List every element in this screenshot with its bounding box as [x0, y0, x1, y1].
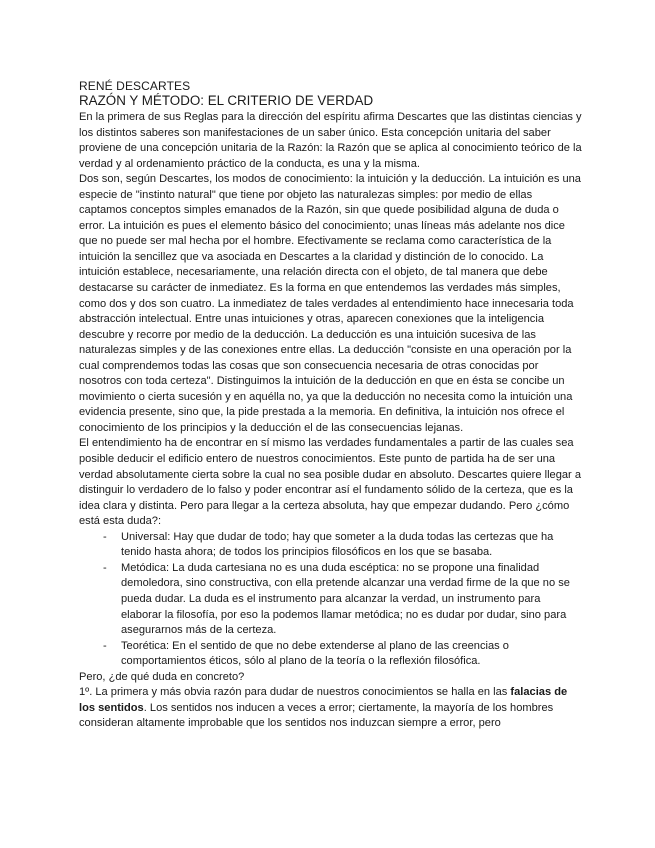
document-title: RAZÓN Y MÉTODO: EL CRITERIO DE VERDAD	[79, 93, 374, 108]
paragraph-senses	[79, 685, 583, 732]
document-page	[79, 79, 583, 732]
list-item-teoretica	[103, 639, 583, 670]
paragraph-intro: En la primera de sus Reglas para la dirección del espíritu afirma Descartes que las distintas ciencias y los distintos saberes son manifestaciones de un saber único. Esta concepción unitaria del saber proviene de una concepción unitaria de la Razón: la Razón que se aplica al conocimiento teórico de la verdad y al ordenamiento práctico de la conducta, es una y la misma.	[79, 111, 582, 170]
doubt-characteristics-list	[79, 530, 583, 670]
author-heading: RENÉ DESCARTES	[79, 79, 191, 93]
senses-prefix: 1º. La primera y más obvia razón para dudar de nuestros conocimientos se halla en las	[79, 686, 511, 699]
list-item-metodica	[103, 561, 583, 639]
list-item-text: Metódica: La duda cartesiana no es una duda escéptica: no se propone una finalidad demoledora, sino constructiva, con ella pretende alcanzar una verdad firme de la que no se pueda dudar. La duda es el instrumento para alcanzar la verdad, un instrumento para elaborar la filosofía, por eso la podemos llamar metódica; no es dudar por dudar, sino para asegurarnos más de la certeza.	[121, 561, 570, 637]
list-item-text: Teorética: En el sentido de que no debe extenderse al plano de las creencias o comportamientos éticos, sólo al plano de la teoría o la reflexión filosófica.	[121, 639, 509, 668]
list-dash: -	[103, 530, 107, 543]
paragraph-method-doubt: El entendimiento ha de encontrar en sí mismo las verdades fundamentales a partir de las cuales sea posible deducir el edificio entero de nuestros conocimientos. Este punto de partida ha de ser una verdad absolutamente cierta sobre la cual no sea posible dudar en absoluto. Descartes quiere llegar a distinguir lo verdadero de lo falso y poder encontrar así el fundamento sólido de la certeza, que es la idea clara y distinta. Pero para llegar a la certeza absoluta, hay que empezar dudando. Pero ¿cómo está esta duda?:	[79, 437, 581, 528]
paragraph-knowledge-modes: Dos son, según Descartes, los modos de conocimiento: la intuición y la deducción. La intuición es una especie de "instinto natural" que tiene por objeto las naturalezas simples: por medio de ellas captamos conceptos simples emanados de la Razón, sin que quede posibilidad alguna de duda o error. La intuición es pues el elemento básico del conocimiento; unas líneas más adelante nos dice que no puede ser mal hecha por el hombre. Efectivamente se reclama como característica de la intuición la sencillez que va asociada en Descartes a la claridad y distinción de lo conocido. La intuición establece, necesariamente, una relación directa con el objeto, de tal manera que debe destacarse su carácter de inmediatez. Es la forma en que entendemos las verdades más simples, como dos y dos son cuatro. La inmediatez de tales verdades al entendimiento hace innecesaria toda abstracción intelectual. Entre unas intuiciones y otras, aparecen conexiones que la inteligencia descubre y recorre por medio de la deducción. La deducción es una intuición sucesiva de las naturalezas simples y de las conexiones entre ellas. La deducción "consiste en una operación por la cual comprendemos todas las cosas que son consecuencia necesaria de otras conocidas por nosotros con toda certeza". Distinguimos la intuición de la deducción en que en ésta se concibe un movimiento o cierta sucesión y en aquélla no, ya que la deducción no necesita como la intuición una evidencia presente, sino que, la pide prestada a la memoria. En definitiva, la intuición nos ofrece el conocimiento de los principios y la deducción el de las consecuencias lejanas.	[79, 173, 581, 434]
list-dash: -	[103, 639, 107, 652]
list-item-text: Universal: Hay que dudar de todo; hay que someter a la duda todas las certezas que ha tenido hasta ahora; de todos los principios filosóficos en los que se basaba.	[121, 530, 554, 559]
list-dash: -	[103, 561, 107, 574]
list-item-universal	[103, 530, 583, 561]
senses-bold-term: falacias de los sentidos	[79, 686, 568, 714]
question-line: Pero, ¿de qué duda en concreto?	[79, 670, 245, 683]
senses-suffix: . Los sentidos nos inducen a veces a error; ciertamente, la mayoría de los hombres consideran altamente improbable que los sentidos nos induzcan siempre a error, pero	[79, 701, 554, 730]
